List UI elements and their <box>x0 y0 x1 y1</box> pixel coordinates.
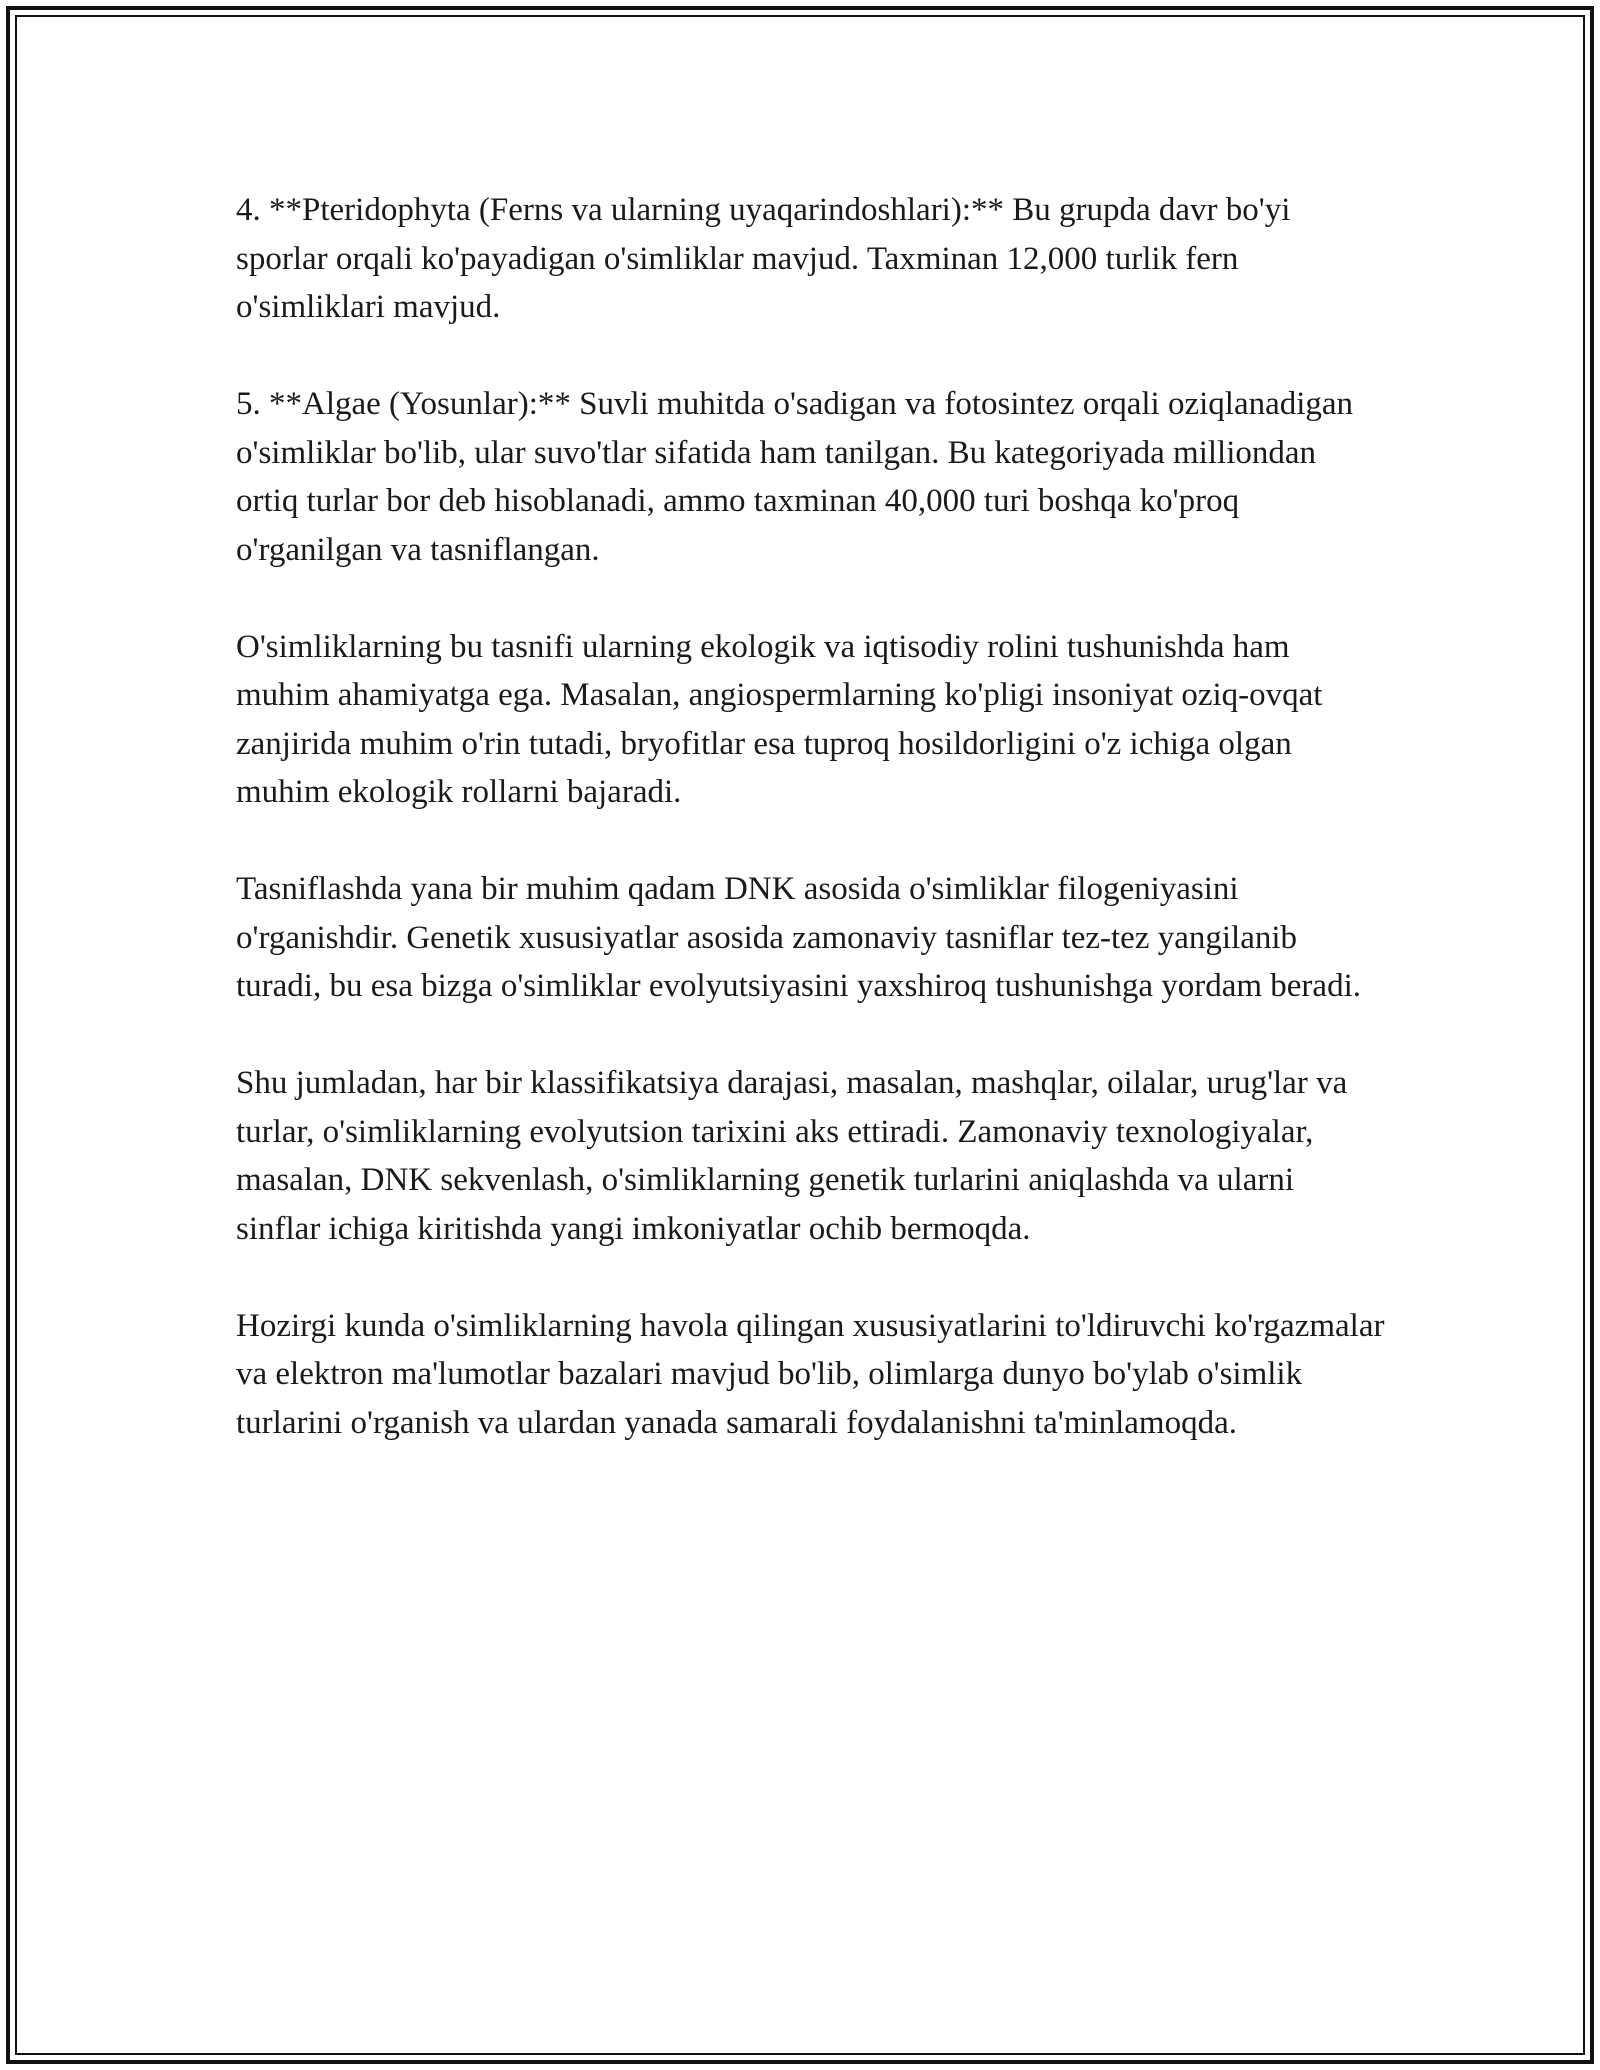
paragraph-dna-phylogeny: Tasniflashda yana bir muhim qadam DNK asosida o'simliklar filogeniyasini o'rganishdir. Genetik xususiyatlar asosida zamonaviy tasniflar tez-tez yangilanib turadi, bu esa bizga o'simliklar evolyutsiyasini yaxshiroq tushunishga yordam beradi. <box>236 871 1361 1004</box>
paragraph-ecological-role: O'simliklarning bu tasnifi ularning ekologik va iqtisodiy rolini tushunishda ham muhim ahamiyatga ega. Masalan, angiospermlarning ko'pligi insoniyat oziq-ovqat zanjirida muhim o'rin tutadi, bryofitlar esa tuproq hosildorligini o'z ichiga olgan muhim ekologik rollarni bajaradi. <box>236 628 1323 810</box>
paragraph-pteridophyta: 4. **Pteridophyta (Ferns va ularning uyaqarindoshlari):** Bu grupda davr bo'yi sporlar orqali ko'payadigan o'simliklar mavjud. Taxminan 12,000 turlik fern o'simliklari mavjud. <box>236 192 1291 325</box>
document-body <box>236 186 1386 1447</box>
paragraph-algae: 5. **Algae (Yosunlar):** Suvli muhitda o'sadigan va fotosintez orqali oziqlanadigan o'simliklar bo'lib, ular suvo'tlar sifatida ham tanilgan. Bu kategoriyada milliondan ortiq turlar bor deb hisoblanadi, ammo taxminan 40,000 turi boshqa ko'proq o'rganilgan va tasniflangan. <box>236 386 1354 568</box>
paragraph-classification-levels: Shu jumladan, har bir klassifikatsiya darajasi, masalan, mashqlar, oilalar, urug'lar va turlar, o'simliklarning evolyutsion tarixini aks ettiradi. Zamonaviy texnologiyalar, masalan, DNK sekvenlash, o'simliklarning genetik turlarini aniqlashda va ularni sinflar ichiga kiritishda yangi imkoniyatlar ochib bermoqda. <box>236 1065 1348 1247</box>
paragraph-databases: Hozirgi kunda o'simliklarning havola qilingan xususiyatlarini to'ldiruvchi ko'rgazmalar va elektron ma'lumotlar bazalari mavjud bo'lib, olimlarga dunyo bo'ylab o'simlik turlarini o'rganish va ulardan yanada samarali foydalanishni ta'minlamoqda. <box>236 1307 1385 1441</box>
